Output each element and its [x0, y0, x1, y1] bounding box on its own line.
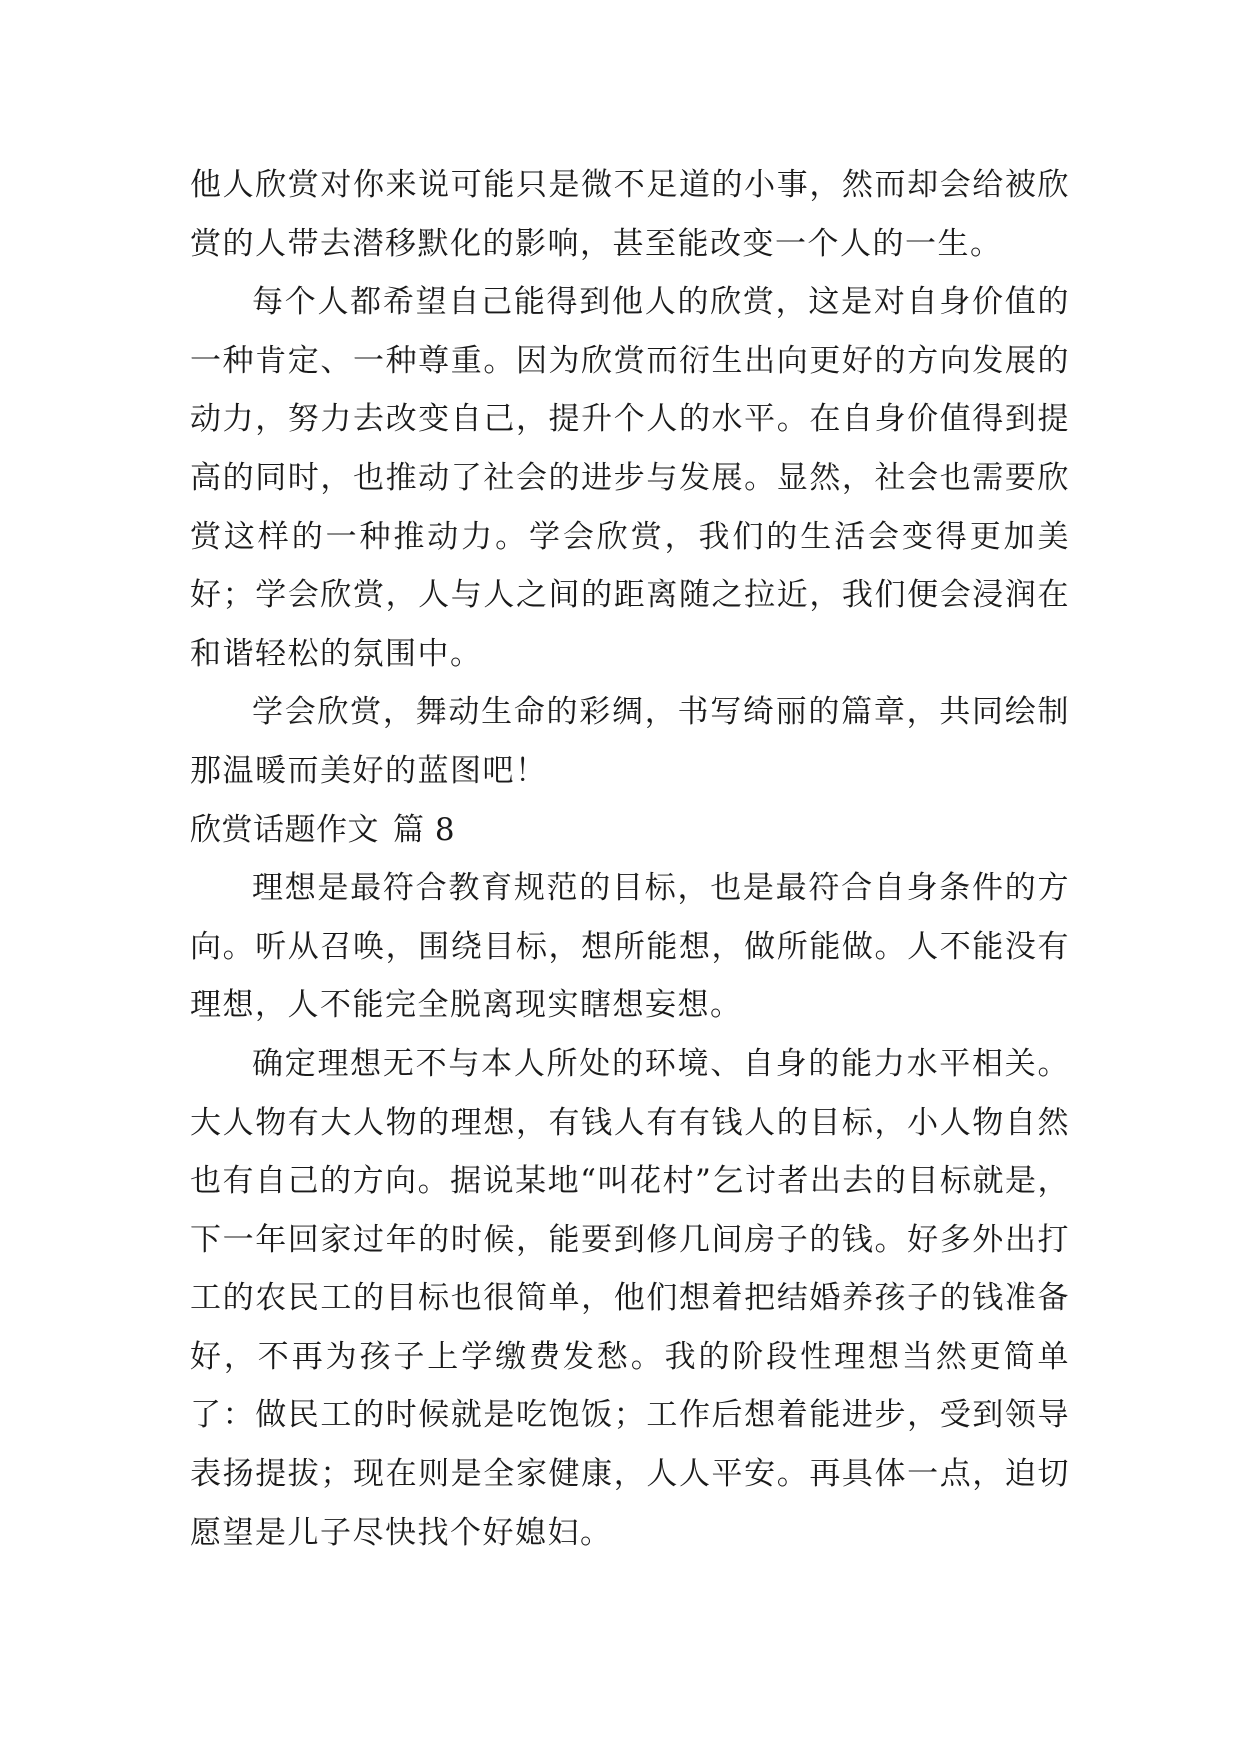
- paragraph-continued: 他人欣赏对你来说可能只是微不足道的小事，然而却会给被欣赏的人带去潜移默化的影响，甚至能改变一个人的一生。: [190, 167, 1070, 262]
- section-title: 欣赏话题作文: [190, 811, 379, 848]
- document-body: [190, 156, 1070, 1562]
- section-number: 篇 8: [393, 811, 456, 848]
- paragraph: 每个人都希望自己能得到他人的欣赏，这是对自身价值的一种肯定、一种尊重。因为欣赏而衍生出向更好的方向发展的动力，努力去改变自己，提升个人的水平。在自身价值得到提高的同时，也推动了社会的进步与发展。显然，社会也需要欣赏这样的一种推动力。学会欣赏，我们的生活会变得更加美好；学会欣赏，人与人之间的距离随之拉近，我们便会浸润在和谐轻松的氛围中。: [190, 284, 1070, 672]
- paragraph: 确定理想无不与本人所处的环境、自身的能力水平相关。大人物有大人物的理想，有钱人有有钱人的目标，小人物自然也有自己的方向。据说某地“叫花村”乞讨者出去的目标就是，下一年回家过年的时候，能要到修几间房子的钱。好多外出打工的农民工的目标也很简单，他们想着把结婚养孩子的钱准备好，不再为孩子上学缴费发愁。我的阶段性理想当然更简单了：做民工的时候就是吃饱饭；工作后想着能进步，受到领导表扬提拔；现在则是全家健康，人人平安。再具体一点，迫切愿望是儿子尽快找个好媳妇。: [190, 1045, 1070, 1551]
- paragraph: 理想是最符合教育规范的目标，也是最符合自身条件的方向。听从召唤，围绕目标，想所能想，做所能做。人不能没有理想，人不能完全脱离现实瞎想妄想。: [190, 870, 1070, 1024]
- section-heading: [190, 801, 1070, 860]
- paragraph: 学会欣赏，舞动生命的彩绸，书写绮丽的篇章，共同绘制那温暖而美好的蓝图吧！: [190, 694, 1070, 789]
